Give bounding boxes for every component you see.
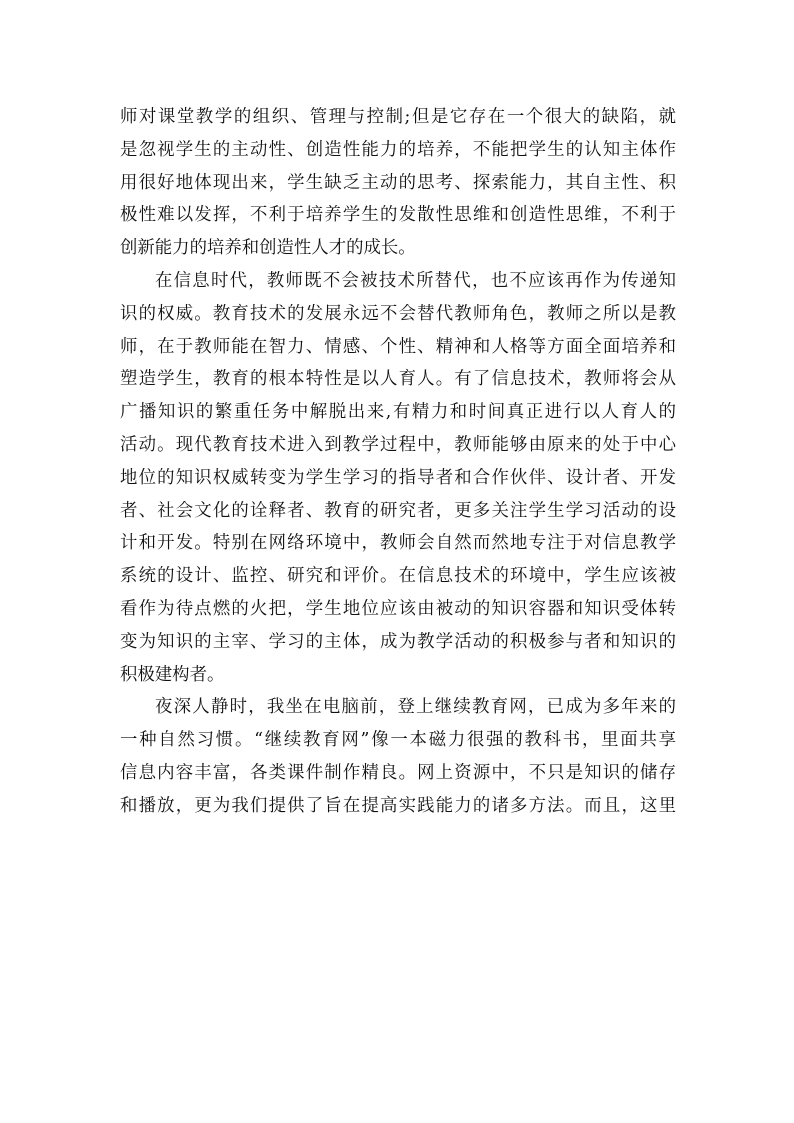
text-line: 夜深人静时，我坐在电脑前，登上继续教育网，已成为多年来的 xyxy=(155,697,676,718)
text-line: 广播知识的繁重任务中解脱出来,有精力和时间真正进行以人育人的 xyxy=(120,402,676,423)
body-text xyxy=(120,101,676,823)
text-line: 是忽视学生的主动性、创造性能力的培养，不能把学生的认知主体作 xyxy=(120,139,676,160)
text-line: 识的权威。教育技术的发展永远不会替代教师角色，教师之所以是教 xyxy=(120,303,676,324)
text-line: 师对课堂教学的组织、管理与控制;但是它存在一个很大的缺陷，就 xyxy=(120,107,676,127)
text-line: 极性难以发挥，不利于培养学生的发散性思维和创造性思维，不利于 xyxy=(120,205,676,226)
text-line: 积极建构者。 xyxy=(120,664,225,685)
text-line: 活动。现代教育技术进入到教学过程中，教师能够由原来的处于中心 xyxy=(120,434,676,455)
paragraph-1 xyxy=(120,101,676,265)
paragraph-2 xyxy=(120,265,676,691)
text-line: 看作为待点燃的火把，学生地位应该由被动的知识容器和知识受体转 xyxy=(120,598,676,619)
text-line: 和播放，更为我们提供了旨在提高实践能力的诸多方法。而且，这里 xyxy=(120,795,676,816)
text-line: 师，在于教师能在智力、情感、个性、精神和人格等方面全面培养和 xyxy=(120,336,676,357)
text-line: 信息内容丰富，各类课件制作精良。网上资源中，不只是知识的储存 xyxy=(120,762,676,783)
text-line: 地位的知识权威转变为学生学习的指导者和合作伙伴、设计者、开发 xyxy=(120,467,676,488)
text-line: 变为知识的主宰、学习的主体，成为教学活动的积极参与者和知识的 xyxy=(120,631,676,652)
text-line: 创新能力的培养和创造性人才的成长。 xyxy=(120,238,416,259)
text-line: 塑造学生，教育的根本特性是以人育人。有了信息技术，教师将会从 xyxy=(120,369,676,390)
text-line: 者、社会文化的诠释者、教育的研究者，更多关注学生学习活动的设 xyxy=(120,500,676,521)
text-line: 系统的设计、监控、研究和评价。在信息技术的环境中，学生应该被 xyxy=(120,566,676,587)
text-line: 用很好地体现出来，学生缺乏主动的思考、探索能力，其自主性、积 xyxy=(120,172,676,193)
paragraph-3 xyxy=(120,691,676,822)
text-line: 一种自然习惯。“继续教育网”像一本磁力很强的教科书，里面共享 xyxy=(120,730,676,751)
text-line: 在信息时代，教师既不会被技术所替代，也不应该再作为传递知 xyxy=(155,270,676,291)
text-line: 计和开发。特别在网络环境中，教师会自然而然地专注于对信息教学 xyxy=(120,533,676,554)
